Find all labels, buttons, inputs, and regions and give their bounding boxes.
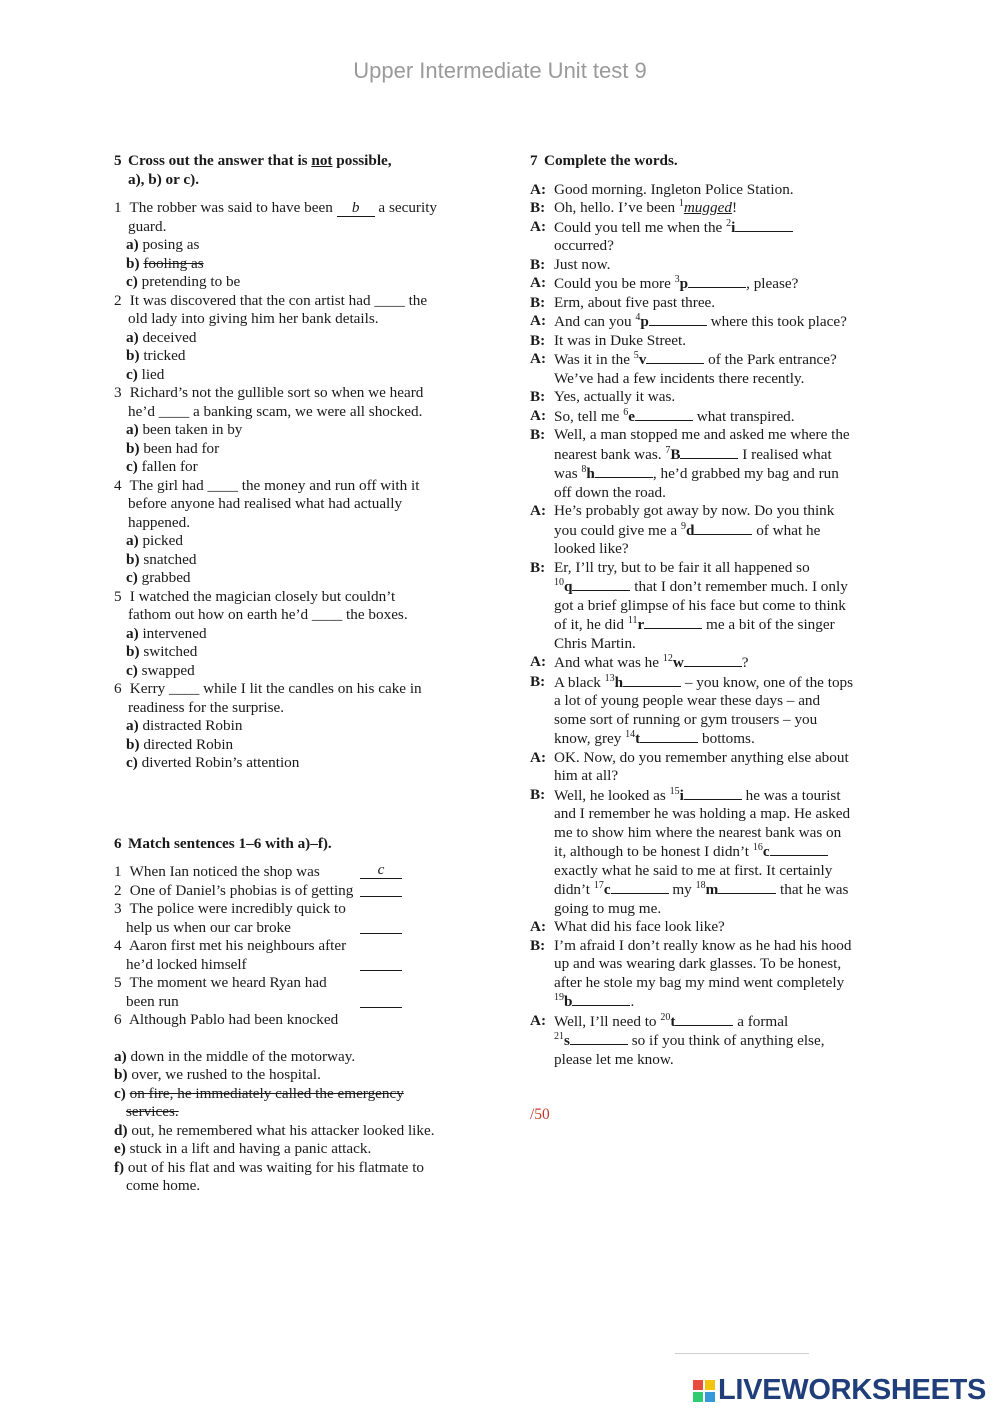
match-answer-field[interactable]: [360, 1007, 402, 1008]
dialogue-line: B: It was in Duke Street.: [530, 331, 687, 349]
match-option-b: b) over, we rushed to the hospital.: [114, 1066, 321, 1083]
dialogue-line: B: A black $^{13}$h – you know, one of the tops a lot of young people wear these days – and some sort of running or gym trousers – you know, grey $^{14}$t bottoms.: [530, 672, 854, 747]
dialogue-line: A: Was it in the $^5$v of the Park entrance? We’ve had a few incidents there recently.: [530, 349, 837, 387]
word-blank[interactable]: [572, 992, 630, 1006]
logo-square-icon: [693, 1392, 703, 1402]
section-6-title: 6 Match sentences 1–6 with a)–f).: [114, 834, 332, 852]
option-a[interactable]: a) been taken in by: [126, 421, 243, 438]
word-blank[interactable]: [688, 274, 746, 288]
dialogue-line: B: I’m afraid I don’t really know as he had his hood up and was wearing dark glasses. To be honest, after he stole my bag my mind went completely $^{19}$b .: [530, 936, 852, 1010]
dialogue-line: B: Well, a man stopped me and asked me where the nearest bank was. $^7$B I realised what was $^8$h , he’d grabbed my bag and run off down the road.: [530, 426, 850, 501]
option-b[interactable]: b) switched: [126, 643, 198, 660]
match-option-a: a) down in the middle of the motorway.: [114, 1047, 356, 1065]
option-a[interactable]: a) picked: [126, 532, 183, 549]
word-blank[interactable]: [684, 786, 742, 800]
word-blank[interactable]: [570, 1031, 628, 1045]
option-b[interactable]: b) snatched: [126, 550, 197, 568]
page-title: Upper Intermediate Unit test 9: [353, 58, 647, 83]
match-option-f: f) out of his flat and was waiting for his flatmate to come home.: [114, 1158, 425, 1194]
dialogue-line: A: And what was he $^{12}$w ?: [530, 652, 749, 671]
word-blank[interactable]: [675, 1012, 733, 1026]
match-option-d: d) out, he remembered what his attacker looked like.: [114, 1121, 435, 1139]
option-b[interactable]: b) fooling as: [126, 254, 204, 272]
question-5-1: 1 The robber was said to have been b a security guard. a) posing as b) fooling as c) pretending to be: [114, 199, 484, 292]
dialogue-line: A: What did his face look like?: [530, 918, 725, 935]
dialogue-line: A: Could you be more $^3$p , please?: [530, 273, 799, 292]
option-a[interactable]: a) distracted Robin: [126, 717, 243, 734]
match-item-6: 6 Although Pablo had been knocked: [114, 1011, 339, 1028]
match-item-2: 2 One of Daniel’s phobias is of getting: [114, 882, 444, 901]
option-c[interactable]: c) pretending to be: [126, 273, 241, 290]
dialogue-line: A: Well, I’ll need to $^{20}$t a formal $^{21}$s so if you think of anything else, please let me know.: [530, 1011, 825, 1068]
word-blank[interactable]: [735, 218, 793, 232]
left-column: [114, 152, 484, 1196]
right-column: [530, 152, 900, 1069]
logo-square-icon: [705, 1380, 715, 1390]
question-5-4: 4 The girl had ____ the money and run off with it before anyone had realised what had actually happened. a) picked b) snatched c) grabbed: [114, 477, 484, 588]
word-blank[interactable]: [644, 615, 702, 629]
option-c[interactable]: c) swapped: [126, 661, 195, 679]
option-b[interactable]: b) been had for: [126, 439, 220, 457]
match-item-5: 5 The moment we heard Ryan had been run: [114, 974, 444, 1011]
word-blank[interactable]: [635, 407, 693, 421]
word-blank[interactable]: [572, 577, 630, 591]
word-blank[interactable]: [640, 729, 698, 743]
dialogue-line: B: Just now.: [530, 255, 611, 273]
option-c[interactable]: c) lied: [126, 365, 165, 383]
word-blank[interactable]: [770, 842, 828, 856]
dialogue-line: A: Good morning. Ingleton Police Station.: [530, 180, 794, 198]
match-item-1: 1 When Ian noticed the shop was c: [114, 863, 444, 882]
option-b[interactable]: b) directed Robin: [126, 735, 234, 753]
option-a[interactable]: a) intervened: [126, 624, 207, 642]
dialogue-line: A: And can you $^4$p where this took place?: [530, 311, 847, 330]
question-5-2: 2 It was discovered that the con artist had ____ the old lady into giving him her bank details. a) deceived b) tricked c) lied: [114, 292, 484, 385]
dialogue-line: B: Er, I’ll try, but to be fair it all happened so $^{10}$q that I don’t remember much. I only got a brief glimpse of his face but come to think of it, he did $^{11}$r me a bit of the singer Chris Martin.: [530, 558, 848, 652]
word-blank[interactable]: [649, 312, 707, 326]
match-answer-field[interactable]: c: [360, 862, 402, 879]
answer-field[interactable]: b: [337, 200, 375, 217]
word-blank[interactable]: [611, 880, 669, 894]
dialogue-line: B: Well, he looked as $^{15}$i he was a tourist and I remember he was holding a map. He asked me to show him where the nearest bank was on it, although to be honest I didn’t $^{16}$c exactly what he said to me at first. It certainly didn’t $^{17}$c my $^{18}$m that he was going to mug me.: [530, 785, 851, 917]
match-option-e: e) stuck in a lift and having a panic attack.: [114, 1140, 372, 1157]
divider: [675, 1353, 809, 1354]
section-5-title: 5 Cross out the answer that is not possible, a), b) or c).: [114, 152, 392, 188]
dialogue-line: A: So, tell me $^6$e what transpired.: [530, 406, 795, 425]
word-blank[interactable]: [680, 445, 738, 459]
logo-square-icon: [705, 1392, 715, 1402]
question-5-5: 5 I watched the magician closely but couldn’t fathom out how on earth he’d ____ the boxes. a) intervened b) switched c) swapped: [114, 588, 484, 681]
word-blank[interactable]: [595, 464, 653, 478]
word-blank[interactable]: [684, 653, 742, 667]
logo-icon: [693, 1380, 715, 1402]
match-item-4: 4 Aaron first met his neighbours after he’d locked himself: [114, 937, 444, 974]
option-c[interactable]: c) fallen for: [126, 458, 198, 475]
option-a[interactable]: a) posing as: [126, 236, 200, 253]
score-total: /50: [530, 1106, 550, 1123]
question-5-3: 3 Richard’s not the gullible sort so when we heard he’d ____ a banking scam, we were all shocked. a) been taken in by b) been had for c) fallen for: [114, 384, 484, 477]
option-b[interactable]: b) tricked: [126, 347, 186, 364]
option-c[interactable]: c) diverted Robin’s attention: [126, 754, 300, 771]
dialogue-line: A: OK. Now, do you remember anything else about him at all?: [530, 748, 849, 784]
word-blank[interactable]: [623, 673, 681, 687]
section-7-title: 7 Complete the words.: [530, 152, 678, 169]
logo-square-icon: [693, 1380, 703, 1390]
word-blank[interactable]: [694, 521, 752, 535]
match-answer-field[interactable]: [360, 970, 402, 971]
option-c[interactable]: c) grabbed: [126, 569, 191, 586]
match-answer-field[interactable]: [360, 933, 402, 934]
match-option-c: c) on fire, he immediately called the emergency services.: [114, 1084, 404, 1120]
logo-text: LIVEWORKSHEETS: [718, 1374, 987, 1406]
match-answer-field[interactable]: [360, 896, 402, 897]
word-blank[interactable]: [718, 880, 776, 894]
dialogue-line: B: Oh, hello. I’ve been $^1$mugged!: [530, 197, 737, 216]
dialogue-line: B: Erm, about five past three.: [530, 293, 716, 311]
dialogue-line: B: Yes, actually it was.: [530, 388, 676, 405]
option-a[interactable]: a) deceived: [126, 328, 197, 346]
liveworksheets-logo: [693, 1374, 986, 1407]
dialogue-line: A: Could you tell me when the $^2$i occurred?: [530, 218, 900, 256]
question-5-6: 6 Kerry ____ while I lit the candles on his cake in readiness for the surprise. a) distracted Robin b) directed Robin c) diverted Robin’s attention: [114, 680, 484, 773]
word-blank[interactable]: [646, 350, 704, 364]
dialogue-line: A: He’s probably got away by now. Do you think you could give me a $^9$d of what he looked like?: [530, 502, 835, 557]
match-item-3: 3 The police were incredibly quick to help us when our car broke: [114, 900, 444, 937]
